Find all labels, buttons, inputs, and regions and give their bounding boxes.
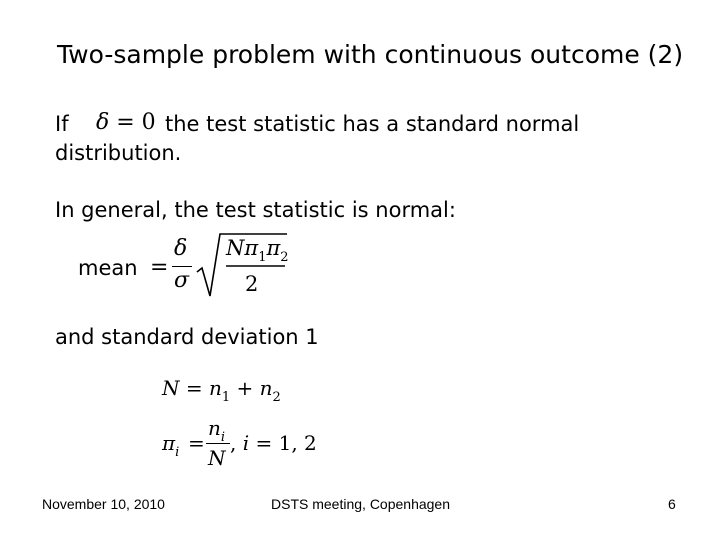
- delta-zero-formula: δ = 0: [96, 110, 156, 135]
- line3-text: and standard deviation 1: [55, 325, 319, 349]
- footer-date: November 10, 2010: [42, 496, 165, 512]
- n-sum-formula: $N = n_1 + n_2$: [162, 376, 281, 405]
- mean-label: mean: [78, 256, 138, 280]
- line1-continuation: distribution.: [55, 141, 182, 165]
- line2-text: In general, the test statistic is normal:: [55, 198, 456, 222]
- footer-page-number: 6: [668, 496, 676, 512]
- footer-event: DSTS meeting, Copenhagen: [271, 496, 450, 512]
- line1-prefix: If: [55, 112, 69, 136]
- line1-suffix: the test statistic has a standard normal: [165, 112, 580, 136]
- slide-title: Two-sample problem with continuous outcome (2): [57, 40, 684, 69]
